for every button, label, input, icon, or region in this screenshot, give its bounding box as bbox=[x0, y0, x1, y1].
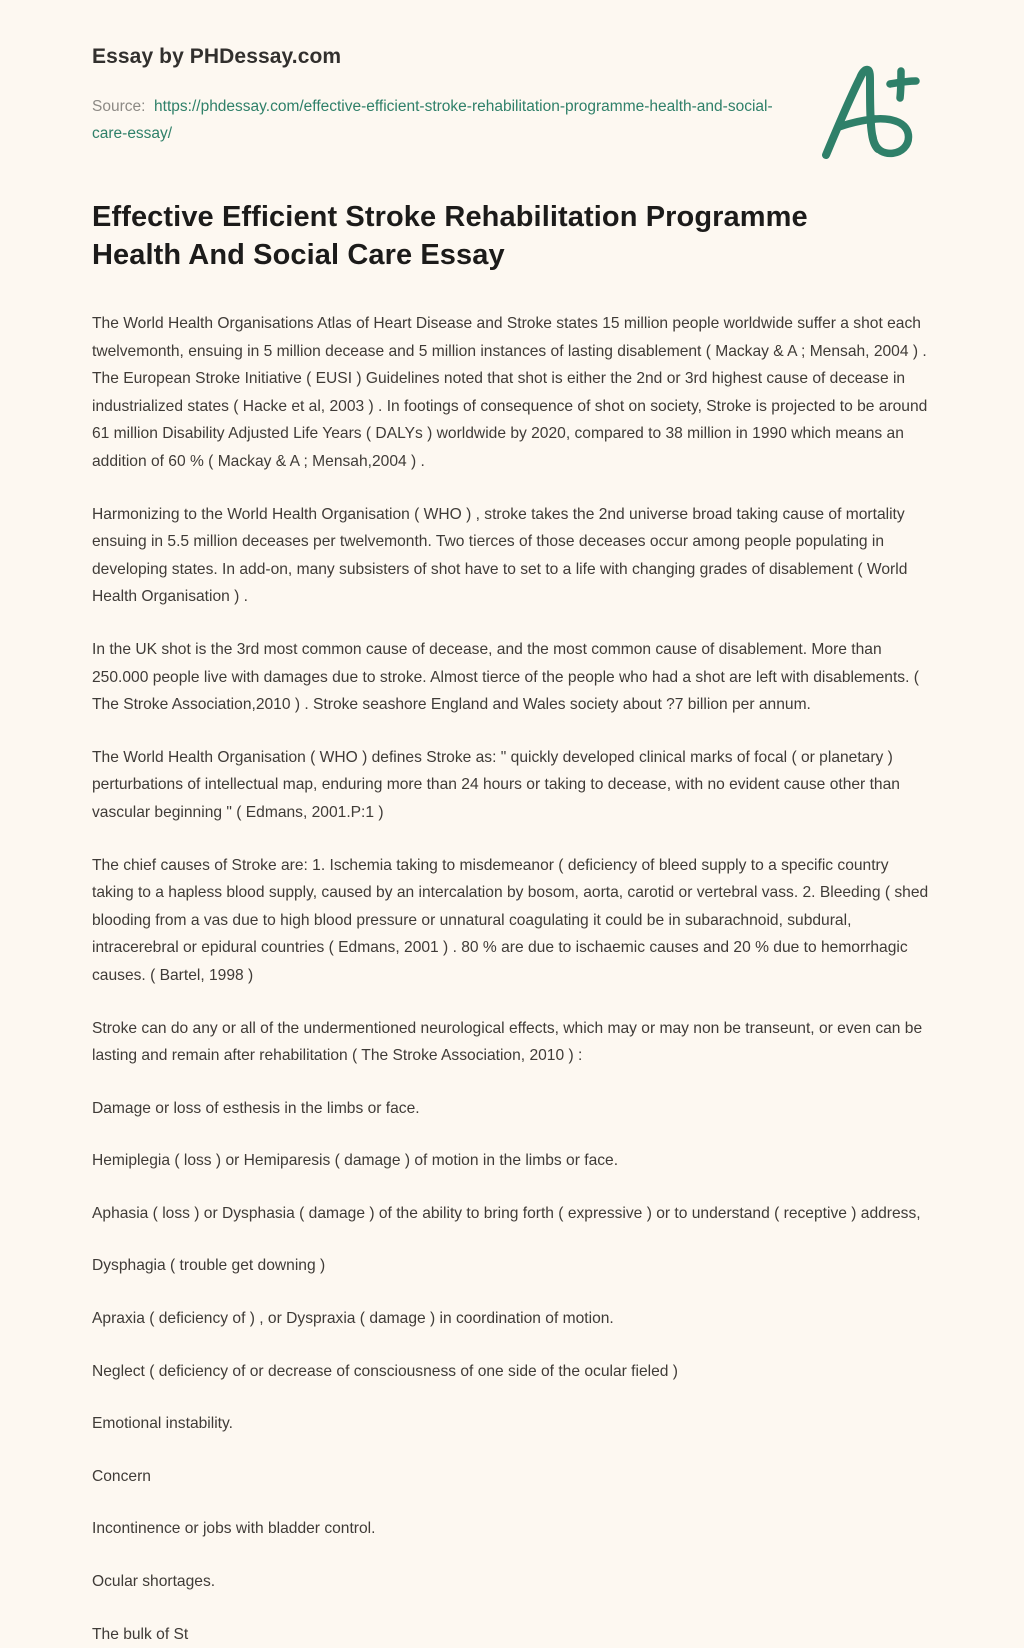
page-header bbox=[92, 0, 932, 148]
paragraph: Hemiplegia ( loss ) or Hemiparesis ( damage ) of motion in the limbs or face. bbox=[92, 1152, 619, 1170]
paragraph: Ocular shortages. bbox=[92, 1573, 216, 1591]
source-line bbox=[92, 94, 782, 147]
paragraph: The bulk of St bbox=[92, 1625, 189, 1643]
paragraph: The chief causes of Stroke are: 1. Ischemia taking to misdemeanor ( deficiency of bleed supply to a specific country taking to a hapless blood supply, caused by an intercalation by bosom, aorta, carotid or vertebral vass. 2. Bleeding ( shed blooding from a vas due to high blood pressure or unnatural coagulating it could be in subarachnoid, subdural, intracerebral or epidural countries ( Edmans, 2001 ) . 80 % are due to ischaemic causes and 20 % due to hemorrhagic causes. ( Bartel, 1998 ) bbox=[92, 856, 929, 984]
paragraph: Neglect ( deficiency of or decrease of consciousness of one side of the ocular fieled ) bbox=[92, 1362, 678, 1380]
source-url-link[interactable]: https://phdessay.com/effective-efficient-stroke-rehabilitation-programme-health-and-social-care-essay/ bbox=[92, 98, 773, 142]
paragraph: Aphasia ( loss ) or Dysphasia ( damage ) of the ability to bring forth ( expressive ) or to understand ( receptive ) address, bbox=[92, 1204, 921, 1222]
paragraph: Emotional instability. bbox=[92, 1415, 233, 1433]
a-plus-logo-icon bbox=[812, 56, 932, 166]
brand-title: Essay by PHDessay.com bbox=[92, 45, 342, 68]
paragraph: Concern bbox=[92, 1467, 151, 1485]
paragraph: The World Health Organisations Atlas of Heart Disease and Stroke states 15 million people worldwide suffer a shot each twelvemonth, ensuing in 5 million decease and 5 million instances of lasting disablement ( Mackay & A ; Mensah, 2004 ) . The European Stroke Initiative ( EUSI ) Guidelines noted that shot is either the 2nd or 3rd highest cause of decease in industrialized states ( Hacke et al, 2003 ) . In footings of consequence of shot on society, Stroke is projected to be around 61 million Disability Adjusted Life Years ( DALYs ) worldwide by 2020, compared to 38 million in 1990 which means an addition of 60 % ( Mackay & A ; Mensah,2004 ) . bbox=[92, 315, 928, 470]
essay-body bbox=[92, 274, 932, 1648]
source-label: Source: bbox=[92, 98, 146, 116]
paragraph: Damage or loss of esthesis in the limbs or face. bbox=[92, 1099, 420, 1117]
paragraph: Harmonizing to the World Health Organisation ( WHO ) , stroke takes the 2nd universe broad taking cause of mortality ensuing in 5.5 million deceases per twelvemonth. Two tierces of those deceases occur among people populating in developing states. In add-on, many subsisters of shot have to set to a life with changing grades of disablement ( World Health Organisation ) . bbox=[92, 505, 908, 606]
paragraph: Dysphagia ( trouble get downing ) bbox=[92, 1257, 326, 1275]
page-title: Effective Efficient Stroke Rehabilitation Programme Health And Social Care Essay bbox=[92, 200, 808, 271]
paragraph: The World Health Organisation ( WHO ) defines Stroke as: " quickly developed clinical marks of focal ( or planetary ) perturbations of intellectual map, enduring more than 24 hours or taking to decease, with no evident cause other than vascular beginning " ( Edmans, 2001.P:1 ) bbox=[92, 748, 900, 821]
paragraph: Incontinence or jobs with bladder control. bbox=[92, 1520, 376, 1538]
paragraph: In the UK shot is the 3rd most common cause of decease, and the most common cause of disablement. More than 250.000 people live with damages due to stroke. Almost tierce of the people who had a shot are left with disablements. ( The Stroke Association,2010 ) . Stroke seashore England and Wales society about ?7 billion per annum. bbox=[92, 640, 919, 714]
paragraph: Stroke can do any or all of the undermentioned neurological effects, which may or may non be transeunt, or even can be lasting and remain after rehabilitation ( The Stroke Association, 2010 ) : bbox=[92, 1019, 923, 1065]
paragraph: Apraxia ( deficiency of ) , or Dyspraxia ( damage ) in coordination of motion. bbox=[92, 1310, 614, 1328]
